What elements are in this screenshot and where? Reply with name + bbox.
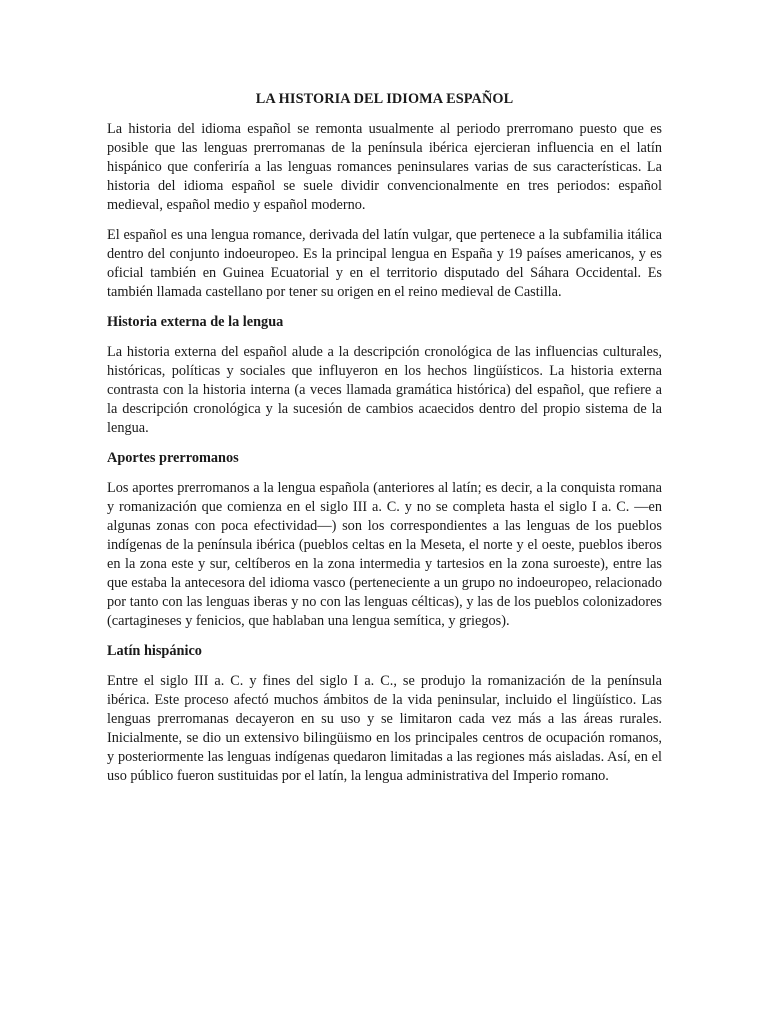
section-paragraph-aportes-prerromanos: Los aportes prerromanos a la lengua españolа (anteriores al latín; es decir, a la conquista romana y romanización que comienza en el siglo III a. C. y no se completa hasta el siglo I a. C. —en algunas zonas con poca efectividad—) son los correspondientes a las lenguas de los pueblos indígenas de la península ibérica (pueblos celtas en la Meseta, el norte y el oeste, pueblos iberos en la zona este y sur, celtíberos en la zona intermedia y tartesios en la zona suroeste), entre las que estaba la antecesora del idioma vasco (perteneciente a un grupo no indoeuropeo, relacionado por tanto con las lenguas iberas y no con las lenguas célticas), y las de los pueblos colonizadores (cartagineses y fenicios, que hablaban una lengua semítica, y griegos).: [107, 480, 662, 629]
document-page: [107, 90, 662, 797]
intro-paragraph-1: La historia del idioma español se remonta usualmente al periodo prerromano puesto que es posible que las lenguas prerromanas de la península ibérica ejercieran influencia en el latín hispánico que conferiría a las lenguas romances peninsulares varias de sus características. La historia del idioma español se suele dividir convencionalmente en tres periodos: español medieval, español medio y español moderno.: [107, 121, 662, 213]
section-heading-aportes-prerromanos: Aportes prerromanos: [107, 450, 239, 466]
section-paragraph-latin-hispanico: Entre el siglo III a. C. y fines del siglo I a. C., se produjo la romanización de la península ibérica. Este proceso afectó muchos ámbitos de la vida peninsular, incluido el lingüístico. Las lenguas prerromanas decayeron en su uso y se limitaron cada vez más a las áreas rurales. Inicialmente, se dio un extensivo bilingüismo en los principales centros de ocupación romanos, y posteriormente las lenguas indígenas quedaron limitadas a las regiones más aisladas. Así, en el uso público fueron sustituidas por el latín, la lengua administrativa del Imperio romano.: [107, 673, 662, 784]
intro-paragraph-2: El español es una lengua romance, derivada del latín vulgar, que pertenece a la subfamilia itálica dentro del conjunto indoeuropeo. Es la principal lengua en España y 19 países americanos, y es oficial también en Guinea Ecuatorial y en el territorio disputado del Sáhara Occidental. Es también llamada castellano por tener su origen en el reino medieval de Castilla.: [107, 227, 662, 300]
section-paragraph-historia-externa: La historia externa del español alude a la descripción cronológica de las influencias culturales, históricas, políticas y sociales que influyeron en los hechos lingüísticos. La historia externa contrasta con la historia interna (a veces llamada gramática histórica) del español, que refiere a la descripción cronológica y la sucesión de cambios acaecidos dentro del propio sistema de la lengua.: [107, 344, 662, 436]
section-heading-historia-externa: Historia externa de la lengua: [107, 314, 284, 330]
document-title: LA HISTORIA DEL IDIOMA ESPAÑOL: [255, 91, 514, 107]
section-heading-latin-hispanico: Latín hispánico: [107, 643, 202, 659]
